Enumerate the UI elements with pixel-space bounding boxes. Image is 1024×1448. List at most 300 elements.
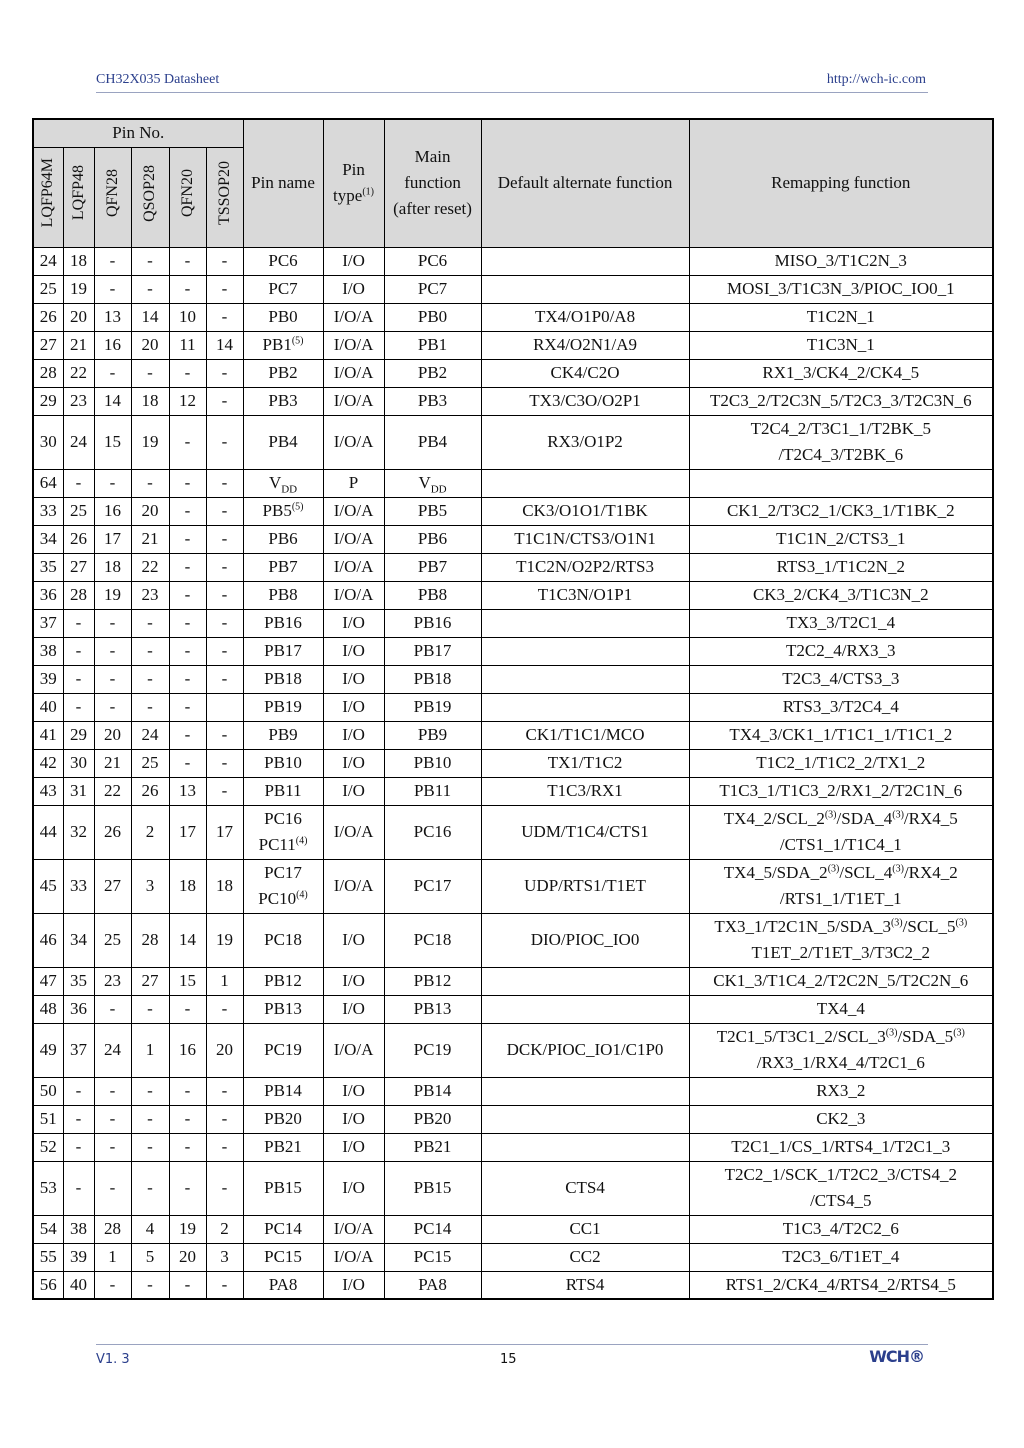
pin-number-cell: 34 <box>33 525 63 553</box>
default-alt-cell: T1C3/RX1 <box>481 777 689 805</box>
footer-version: V1. 3 <box>96 1352 130 1367</box>
remap-cell: T2C3_6/T1ET_4 <box>689 1243 993 1271</box>
pin-name-cell: PB19 <box>243 693 323 721</box>
pin-number-cell: - <box>169 247 206 275</box>
pin-number-cell: 19 <box>169 1215 206 1243</box>
pin-type-cell: I/O/A <box>323 497 384 525</box>
pin-number-cell: 38 <box>63 1215 94 1243</box>
default-alt-cell: CC2 <box>481 1243 689 1271</box>
remap-cell: T2C1_5/T3C1_2/SCL_3$^{(3)}$/SDA_5$^{(3)}$ /RX3_1/RX4_4/T2C1_6 <box>689 1023 993 1077</box>
pin-number-cell: 5 <box>131 1243 169 1271</box>
default-alt-cell: T1C1N/CTS3/O1N1 <box>481 525 689 553</box>
package-header-lqfp64m: LQFP64M <box>33 147 63 247</box>
pin-number-cell: 20 <box>131 497 169 525</box>
pin-number-cell: - <box>94 1271 131 1299</box>
pin-number-cell: - <box>63 637 94 665</box>
table-row <box>33 415 993 469</box>
pin-number-cell: - <box>206 469 243 497</box>
main-function-cell: PB6 <box>384 525 481 553</box>
pin-type-cell: I/O <box>323 967 384 995</box>
pin-number-cell: - <box>63 469 94 497</box>
pin-number-cell: - <box>94 995 131 1023</box>
default-alt-cell: T1C3N/O1P1 <box>481 581 689 609</box>
pin-number-cell: - <box>131 1161 169 1215</box>
pin-type-cell: P <box>323 469 384 497</box>
remap-header: Remapping function <box>689 119 993 247</box>
pin-number-cell: 12 <box>169 387 206 415</box>
footer-divider <box>96 1344 928 1345</box>
remap-cell: T2C4_2/T3C1_1/T2BK_5 /T2C4_3/T2BK_6 <box>689 415 993 469</box>
pin-number-cell: 23 <box>63 387 94 415</box>
remap-cell: T2C3_4/CTS3_3 <box>689 665 993 693</box>
pin-number-cell: 36 <box>33 581 63 609</box>
pin-number-cell: 45 <box>33 859 63 913</box>
pin-number-cell <box>206 693 243 721</box>
pin-name-cell: PC7 <box>243 275 323 303</box>
default-alt-cell: TX4/O1P0/A8 <box>481 303 689 331</box>
pin-number-cell: 3 <box>131 859 169 913</box>
pin-number-cell: 16 <box>169 1023 206 1077</box>
pin-number-cell: - <box>169 275 206 303</box>
pin-number-cell: - <box>94 1133 131 1161</box>
pin-name-cell: PB12 <box>243 967 323 995</box>
pin-type-cell: I/O/A <box>323 359 384 387</box>
pin-name-header: Pin name <box>243 119 323 247</box>
main-function-cell: PC17 <box>384 859 481 913</box>
pin-number-cell: - <box>206 749 243 777</box>
pin-number-cell: - <box>131 1133 169 1161</box>
pin-number-cell: - <box>169 581 206 609</box>
pin-number-cell: 4 <box>131 1215 169 1243</box>
main-function-cell: PB8 <box>384 581 481 609</box>
pin-number-cell: - <box>94 247 131 275</box>
pin-number-cell: 17 <box>169 805 206 859</box>
main-function-cell: PB15 <box>384 1161 481 1215</box>
default-alt-cell: CK3/O1O1/T1BK <box>481 497 689 525</box>
pin-number-cell: 28 <box>63 581 94 609</box>
remap-cell: T2C2_1/SCK_1/T2C2_3/CTS4_2 /CTS4_5 <box>689 1161 993 1215</box>
table-row <box>33 1133 993 1161</box>
pin-type-cell: I/O/A <box>323 331 384 359</box>
pin-name-cell: PC14 <box>243 1215 323 1243</box>
default-alt-cell: CK1/T1C1/MCO <box>481 721 689 749</box>
pin-number-cell: - <box>94 359 131 387</box>
pin-number-cell: 36 <box>63 995 94 1023</box>
pin-number-cell: 22 <box>94 777 131 805</box>
pin-number-cell: - <box>169 1161 206 1215</box>
pin-number-cell: 32 <box>63 805 94 859</box>
pin-number-cell: - <box>206 721 243 749</box>
table-row <box>33 331 993 359</box>
pin-number-cell: 46 <box>33 913 63 967</box>
remap-cell: TX3_1/T2C1N_5/SDA_3$^{(3)}$/SCL_5$^{(3)}$ T1ET_2/T1ET_3/T3C2_2 <box>689 913 993 967</box>
pin-number-cell: 27 <box>131 967 169 995</box>
pin-number-cell: - <box>63 1077 94 1105</box>
pin-number-cell: - <box>206 1161 243 1215</box>
pin-number-cell: 17 <box>206 805 243 859</box>
remap-cell: T1C3_1/T1C3_2/RX1_2/T2C1N_6 <box>689 777 993 805</box>
pin-number-cell: - <box>94 469 131 497</box>
pin-number-cell: 27 <box>63 553 94 581</box>
footer-page-number: 15 <box>500 1352 517 1367</box>
pin-number-cell: 18 <box>63 247 94 275</box>
pin-number-cell: - <box>63 665 94 693</box>
default-alt-cell: TX3/C3O/O2P1 <box>481 387 689 415</box>
pin-number-cell: 19 <box>63 275 94 303</box>
pin-number-cell: 13 <box>94 303 131 331</box>
pin-name-cell: PB3 <box>243 387 323 415</box>
default-alt-cell: CTS4 <box>481 1161 689 1215</box>
pin-number-cell: 14 <box>206 331 243 359</box>
pin-number-cell: 13 <box>169 777 206 805</box>
pin-name-cell: PB21 <box>243 1133 323 1161</box>
pin-number-cell: 40 <box>63 1271 94 1299</box>
pin-number-cell: 22 <box>63 359 94 387</box>
pin-type-cell: I/O/A <box>323 1023 384 1077</box>
default-alt-cell <box>481 275 689 303</box>
remap-cell: CK1_2/T3C2_1/CK3_1/T1BK_2 <box>689 497 993 525</box>
pin-number-cell: 18 <box>131 387 169 415</box>
pin-number-cell: - <box>131 637 169 665</box>
pin-number-cell: 26 <box>131 777 169 805</box>
pin-name-cell: PB16 <box>243 609 323 637</box>
pin-name-cell: PB7 <box>243 553 323 581</box>
pin-type-cell: I/O <box>323 693 384 721</box>
pin-name-cell: PB1$^{(5)}$ <box>243 331 323 359</box>
remap-cell <box>689 469 993 497</box>
default-alt-cell: RX4/O2N1/A9 <box>481 331 689 359</box>
pin-type-cell: I/O <box>323 247 384 275</box>
pin-number-cell: - <box>131 995 169 1023</box>
pin-type-cell: I/O <box>323 1133 384 1161</box>
default-alt-cell <box>481 247 689 275</box>
table-row <box>33 859 993 913</box>
pin-number-cell: - <box>206 303 243 331</box>
pin-number-cell: - <box>131 275 169 303</box>
pin-name-cell: PB20 <box>243 1105 323 1133</box>
default-alt-cell <box>481 967 689 995</box>
pin-number-cell: 20 <box>169 1243 206 1271</box>
pin-number-cell: 33 <box>63 859 94 913</box>
pin-number-cell: - <box>169 1077 206 1105</box>
pin-number-cell: 20 <box>63 303 94 331</box>
pin-number-cell: 2 <box>206 1215 243 1243</box>
pin-type-cell: I/O/A <box>323 387 384 415</box>
pin-name-cell: PB15 <box>243 1161 323 1215</box>
main-function-cell: PB3 <box>384 387 481 415</box>
pin-number-cell: 20 <box>131 331 169 359</box>
pin-type-cell: I/O <box>323 1077 384 1105</box>
pin-number-cell: 39 <box>63 1243 94 1271</box>
pin-number-cell: - <box>63 1105 94 1133</box>
table-row <box>33 1271 993 1299</box>
pin-type-cell: I/O <box>323 913 384 967</box>
pin-number-cell: 28 <box>33 359 63 387</box>
pin-number-cell: 11 <box>169 331 206 359</box>
main-function-cell: PB5 <box>384 497 481 525</box>
pin-number-cell: 30 <box>33 415 63 469</box>
table-row <box>33 1105 993 1133</box>
pin-number-cell: 29 <box>33 387 63 415</box>
header-doc-title: CH32X035 Datasheet <box>96 72 220 87</box>
remap-cell: T1C3N_1 <box>689 331 993 359</box>
pin-number-cell: - <box>169 637 206 665</box>
table-row <box>33 247 993 275</box>
pin-number-cell: - <box>206 553 243 581</box>
main-function-cell: PB20 <box>384 1105 481 1133</box>
pin-number-cell: 47 <box>33 967 63 995</box>
pin-number-cell: 25 <box>63 497 94 525</box>
main-function-cell: PB7 <box>384 553 481 581</box>
pin-number-cell: 51 <box>33 1105 63 1133</box>
pin-number-cell: - <box>206 637 243 665</box>
table-row <box>33 967 993 995</box>
main-function-cell: PB17 <box>384 637 481 665</box>
pin-number-cell: 10 <box>169 303 206 331</box>
default-alt-cell <box>481 995 689 1023</box>
package-header-qsop28: QSOP28 <box>131 147 169 247</box>
pin-number-cell: 28 <box>94 1215 131 1243</box>
pin-number-cell: 42 <box>33 749 63 777</box>
default-alt-cell: DCK/PIOC_IO1/C1P0 <box>481 1023 689 1077</box>
default-alt-cell <box>481 609 689 637</box>
pin-number-cell: 53 <box>33 1161 63 1215</box>
pin-number-cell: - <box>206 1077 243 1105</box>
pin-number-cell: - <box>206 1271 243 1299</box>
pin-number-cell: 31 <box>63 777 94 805</box>
remap-cell: TX4_4 <box>689 995 993 1023</box>
pin-number-cell: 43 <box>33 777 63 805</box>
pin-number-cell: 20 <box>94 721 131 749</box>
main-function-cell: PC16 <box>384 805 481 859</box>
table-row <box>33 1077 993 1105</box>
pin-name-cell: PC6 <box>243 247 323 275</box>
pin-number-cell: - <box>131 469 169 497</box>
wch-logo: WCH® <box>869 1347 924 1366</box>
pin-type-cell: I/O <box>323 1161 384 1215</box>
pin-no-header: Pin No. <box>33 119 243 147</box>
table-row <box>33 693 993 721</box>
pin-number-cell: 38 <box>33 637 63 665</box>
remap-cell: TX4_3/CK1_1/T1C1_1/T1C1_2 <box>689 721 993 749</box>
pin-number-cell: 41 <box>33 721 63 749</box>
pin-number-cell: 1 <box>131 1023 169 1077</box>
pin-number-cell: 56 <box>33 1271 63 1299</box>
pin-name-cell: PB18 <box>243 665 323 693</box>
pin-type-cell: I/O/A <box>323 553 384 581</box>
pin-number-cell: - <box>169 359 206 387</box>
table-row <box>33 749 993 777</box>
remap-cell: CK2_3 <box>689 1105 993 1133</box>
table-row <box>33 497 993 525</box>
default-alt-cell <box>481 1105 689 1133</box>
main-function-cell: PB13 <box>384 995 481 1023</box>
pin-number-cell: - <box>169 721 206 749</box>
pin-number-cell: - <box>94 1161 131 1215</box>
pin-type-cell: I/O/A <box>323 415 384 469</box>
remap-cell: TX3_3/T2C1_4 <box>689 609 993 637</box>
table-row <box>33 387 993 415</box>
table-row <box>33 637 993 665</box>
default-alt-cell: DIO/PIOC_IO0 <box>481 913 689 967</box>
pin-number-cell: - <box>206 1133 243 1161</box>
pin-number-cell: 18 <box>94 553 131 581</box>
table-row <box>33 805 993 859</box>
package-header-tssop20: TSSOP20 <box>206 147 243 247</box>
default-alt-cell <box>481 637 689 665</box>
pin-name-cell: PB2 <box>243 359 323 387</box>
pin-name-cell: PB14 <box>243 1077 323 1105</box>
pin-number-cell: 24 <box>131 721 169 749</box>
pin-number-cell: - <box>169 497 206 525</box>
pin-number-cell: - <box>94 609 131 637</box>
pin-name-cell: PB11 <box>243 777 323 805</box>
pin-type-cell: I/O <box>323 721 384 749</box>
table-row <box>33 275 993 303</box>
pin-number-cell: 48 <box>33 995 63 1023</box>
main-function-cell: PC7 <box>384 275 481 303</box>
default-alt-cell <box>481 469 689 497</box>
pin-number-cell: 44 <box>33 805 63 859</box>
table-row <box>33 721 993 749</box>
pin-number-cell: - <box>169 1133 206 1161</box>
pin-number-cell: - <box>206 275 243 303</box>
pin-number-cell: - <box>131 247 169 275</box>
pin-number-cell: 14 <box>94 387 131 415</box>
pin-number-cell: - <box>169 469 206 497</box>
main-function-cell: PB18 <box>384 665 481 693</box>
pin-number-cell: 14 <box>131 303 169 331</box>
pin-number-cell: - <box>169 665 206 693</box>
pin-name-cell: PB10 <box>243 749 323 777</box>
package-header-lqfp48: LQFP48 <box>63 147 94 247</box>
default-alt-cell: UDM/T1C4/CTS1 <box>481 805 689 859</box>
pin-name-cell: PB9 <box>243 721 323 749</box>
pin-number-cell: 18 <box>206 859 243 913</box>
pin-number-cell: - <box>131 609 169 637</box>
pin-number-cell: - <box>206 995 243 1023</box>
pin-name-cell: PC18 <box>243 913 323 967</box>
main-function-cell: PB16 <box>384 609 481 637</box>
pin-type-cell: I/O <box>323 1271 384 1299</box>
pin-number-cell: - <box>63 1133 94 1161</box>
pin-name-cell: PB17 <box>243 637 323 665</box>
pin-number-cell: 17 <box>94 525 131 553</box>
pin-type-cell: I/O <box>323 749 384 777</box>
remap-cell: MOSI_3/T1C3N_3/PIOC_IO0_1 <box>689 275 993 303</box>
table-row <box>33 553 993 581</box>
pin-number-cell: 39 <box>33 665 63 693</box>
pin-number-cell: 50 <box>33 1077 63 1105</box>
main-function-cell: PB9 <box>384 721 481 749</box>
pin-number-cell: 35 <box>63 967 94 995</box>
default-alt-cell: UDP/RTS1/T1ET <box>481 859 689 913</box>
main-function-cell: PB2 <box>384 359 481 387</box>
default-alt-cell: TX1/T1C2 <box>481 749 689 777</box>
pin-name-cell: PA8 <box>243 1271 323 1299</box>
remap-cell: RTS3_1/T1C2N_2 <box>689 553 993 581</box>
pin-number-cell: 27 <box>33 331 63 359</box>
pin-number-cell: 28 <box>131 913 169 967</box>
pin-name-cell: PC19 <box>243 1023 323 1077</box>
pin-name-cell: PB4 <box>243 415 323 469</box>
pin-number-cell: - <box>94 1105 131 1133</box>
pin-number-cell: - <box>206 359 243 387</box>
main-function-cell: PC18 <box>384 913 481 967</box>
default-alt-cell <box>481 1133 689 1161</box>
table-row <box>33 1023 993 1077</box>
pin-number-cell: - <box>169 749 206 777</box>
pin-number-cell: - <box>131 1271 169 1299</box>
main-function-cell: PB10 <box>384 749 481 777</box>
pin-number-cell: - <box>206 609 243 637</box>
default-alt-header: Default alternate function <box>481 119 689 247</box>
pin-type-cell: I/O <box>323 275 384 303</box>
pin-number-cell: 15 <box>94 415 131 469</box>
pin-name-cell: PB0 <box>243 303 323 331</box>
remap-cell: T1C2N_1 <box>689 303 993 331</box>
pin-number-cell: 25 <box>33 275 63 303</box>
pin-number-cell: 24 <box>94 1023 131 1077</box>
main-function-cell: PB1 <box>384 331 481 359</box>
pin-number-cell: - <box>169 1105 206 1133</box>
main-function-cell: PC19 <box>384 1023 481 1077</box>
pin-name-cell: PB6 <box>243 525 323 553</box>
pin-number-cell: - <box>94 665 131 693</box>
main-function-cell: $V_{DD}$ <box>384 469 481 497</box>
pin-number-cell: - <box>94 275 131 303</box>
pin-type-header: Pin type$^{(1)}$ <box>323 119 384 247</box>
remap-cell: T1C3_4/T2C2_6 <box>689 1215 993 1243</box>
pin-number-cell: 34 <box>63 913 94 967</box>
pin-type-cell: I/O/A <box>323 525 384 553</box>
pin-number-cell: - <box>169 995 206 1023</box>
pin-number-cell: 26 <box>94 805 131 859</box>
pin-name-cell: PB13 <box>243 995 323 1023</box>
table-row <box>33 359 993 387</box>
pin-table <box>32 118 994 1300</box>
pin-number-cell: 29 <box>63 721 94 749</box>
pin-name-cell: PC17 PC10$^{(4)}$ <box>243 859 323 913</box>
default-alt-cell <box>481 693 689 721</box>
pin-number-cell: 18 <box>169 859 206 913</box>
main-function-cell: PB0 <box>384 303 481 331</box>
pin-number-cell: - <box>131 1105 169 1133</box>
remap-cell: RX1_3/CK4_2/CK4_5 <box>689 359 993 387</box>
remap-cell: T2C3_2/T2C3N_5/T2C3_3/T2C3N_6 <box>689 387 993 415</box>
main-function-cell: PB14 <box>384 1077 481 1105</box>
remap-cell: RTS1_2/CK4_4/RTS4_2/RTS4_5 <box>689 1271 993 1299</box>
default-alt-cell: T1C2N/O2P2/RTS3 <box>481 553 689 581</box>
pin-number-cell: 25 <box>131 749 169 777</box>
pin-number-cell: - <box>131 693 169 721</box>
remap-cell: TX4_5/SDA_2$^{(3)}$/SCL_4$^{(3)}$/RX4_2 /RTS1_1/T1ET_1 <box>689 859 993 913</box>
pin-name-cell: PC15 <box>243 1243 323 1271</box>
remap-cell: T2C2_4/RX3_3 <box>689 637 993 665</box>
package-header-qfn28: QFN28 <box>94 147 131 247</box>
pin-number-cell: 16 <box>94 331 131 359</box>
pin-type-cell: I/O <box>323 995 384 1023</box>
pin-number-cell: 30 <box>63 749 94 777</box>
pin-number-cell: - <box>63 693 94 721</box>
pin-number-cell: - <box>206 581 243 609</box>
table-row <box>33 609 993 637</box>
pin-number-cell: - <box>169 415 206 469</box>
pin-type-cell: I/O <box>323 665 384 693</box>
table-row <box>33 777 993 805</box>
pin-number-cell: - <box>169 693 206 721</box>
remap-cell: TX4_2/SCL_2$^{(3)}$/SDA_4$^{(3)}$/RX4_5 /CTS1_1/T1C4_1 <box>689 805 993 859</box>
